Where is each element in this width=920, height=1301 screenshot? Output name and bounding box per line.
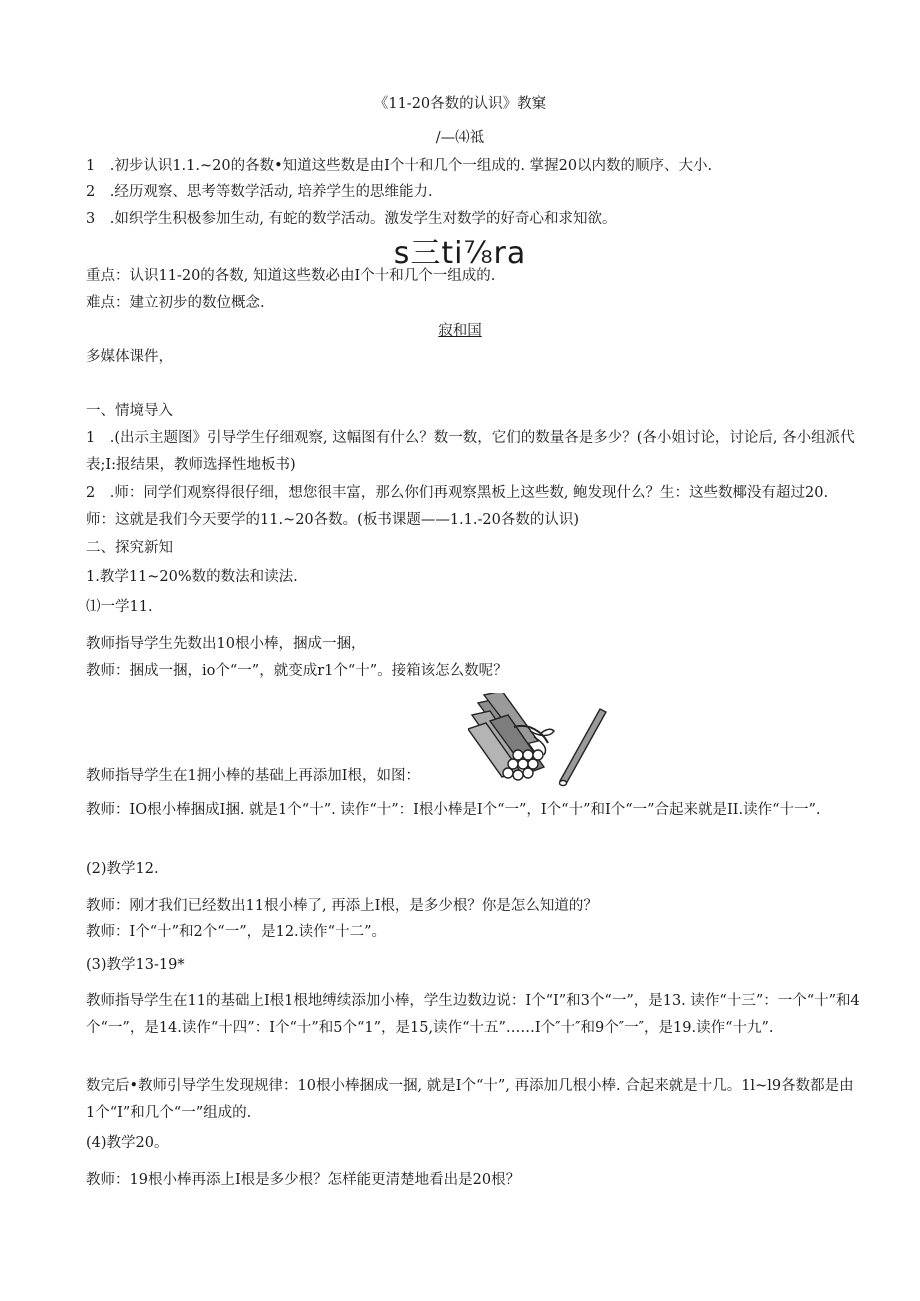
- doc-title: 《11-20各数的认识》教窠: [373, 96, 547, 112]
- sub-1-text-3: 教师指导学生在1拥小棒的基础上再添加I根，如图：: [86, 768, 420, 784]
- sub-2-text-1: 教师：刚才我们已经数出11根小棒了, 再添上I根，是多少根？你是怎么知道的？: [86, 898, 598, 914]
- sub-4-heading: (4)教学20。: [86, 1135, 169, 1151]
- sub-1-text-2: 教师：捆成一捆，io个“一”，就变成r1个“十”。接箱该怎么数呢？: [86, 663, 508, 679]
- sub-1-heading: ⑴一学11.: [86, 599, 153, 615]
- topic-1-heading: 1.教学11~20%数的数法和读法.: [86, 569, 298, 585]
- doc-subtitle: /—⑷祗: [435, 130, 485, 146]
- key-point: 重点：认识11-20的各数, 知道这些数必由I个十和几个一组成的.: [86, 268, 496, 284]
- objective-2: 2 .经历观察、思考等数学活动, 培养学生的思维能力.: [86, 184, 433, 200]
- sub-1-text-4: 教师：IO根小棒捆成I捆. 就是1个“十”. 读作“十”：I根小棒是I个“一”，I个“十”和I个“一”合起来就是II.读作“十一”.: [86, 802, 821, 818]
- intro-paragraph-3: 师：这就是我们今天要学的11.~20各数。(板书课题——1.1.-20各数的认识): [86, 512, 579, 528]
- objective-3: 3 .如织学生积极参加生动, 有蛇的数学活动。激发学生对数学的好奇心和求知欲。: [86, 211, 617, 227]
- section-intro-heading: 一、情境导入: [86, 403, 173, 419]
- prep-heading: 寂和国: [438, 323, 482, 339]
- difficulty: 难点：建立初步的数位概念.: [86, 295, 265, 311]
- objective-1: 1 .初步认识1.1.~20的各数•知道这些数是由I个十和几个一组成的. 掌握20以内数的顺序、大小.: [86, 158, 713, 174]
- sub-3-text-2: 数完后•教师引导学生发现规律：10根小棒捆成一捆, 就是I个“十”, 再添加几根小棒. 合起来就是十几。1l~l9各数都是由1个“I”和几个“一”组成的.: [86, 1078, 854, 1121]
- sub-3-heading: (3)教学13-19*: [86, 957, 185, 973]
- sub-1-text-1: 教师指导学生先数出10根小棒，捆成一捆，: [86, 636, 366, 652]
- intro-paragraph-2: 2 .师：同学们观察得很仔细，想您很丰富，那么你们再观察黑板上这些数, 鲍发现什么？生：这些数椰没有超过20.: [86, 485, 829, 501]
- sub-3-text-1: 教师指导学生在11的基础上I根1根地缚续添加小棒，学生边数边说：I个“I”和3个“一”，是13. 读作“十三”：一个“十”和4个“一”，是14.读作“十四”：I个“十”和5个“1”，是15,读作“十五”……I个″十″和9个″一″，是19.读作“十九”.: [86, 993, 860, 1036]
- section-heading: s三ti⅞ra: [393, 236, 527, 271]
- prep-text: 多媒体课件，: [86, 349, 173, 365]
- section-explore-heading: 二、探究新知: [86, 540, 173, 556]
- intro-paragraph-1: 1 .(出示主题图》引导学生仔细观察, 这幅图有什么？数一数，它们的数量各是多少？(各小姐讨论，讨论后, 各小组派代表;I:报结果，教师选择性地板书): [86, 430, 855, 473]
- sub-2-heading: (2)教学12.: [86, 861, 159, 877]
- sub-2-text-2: 教师：I个“十”和2个“一”，是12.读作“十二”。: [86, 924, 386, 940]
- sub-4-text-1: 教师：19根小棒再添上I根是多少根？怎样能更清楚地看出是20根？: [86, 1172, 521, 1188]
